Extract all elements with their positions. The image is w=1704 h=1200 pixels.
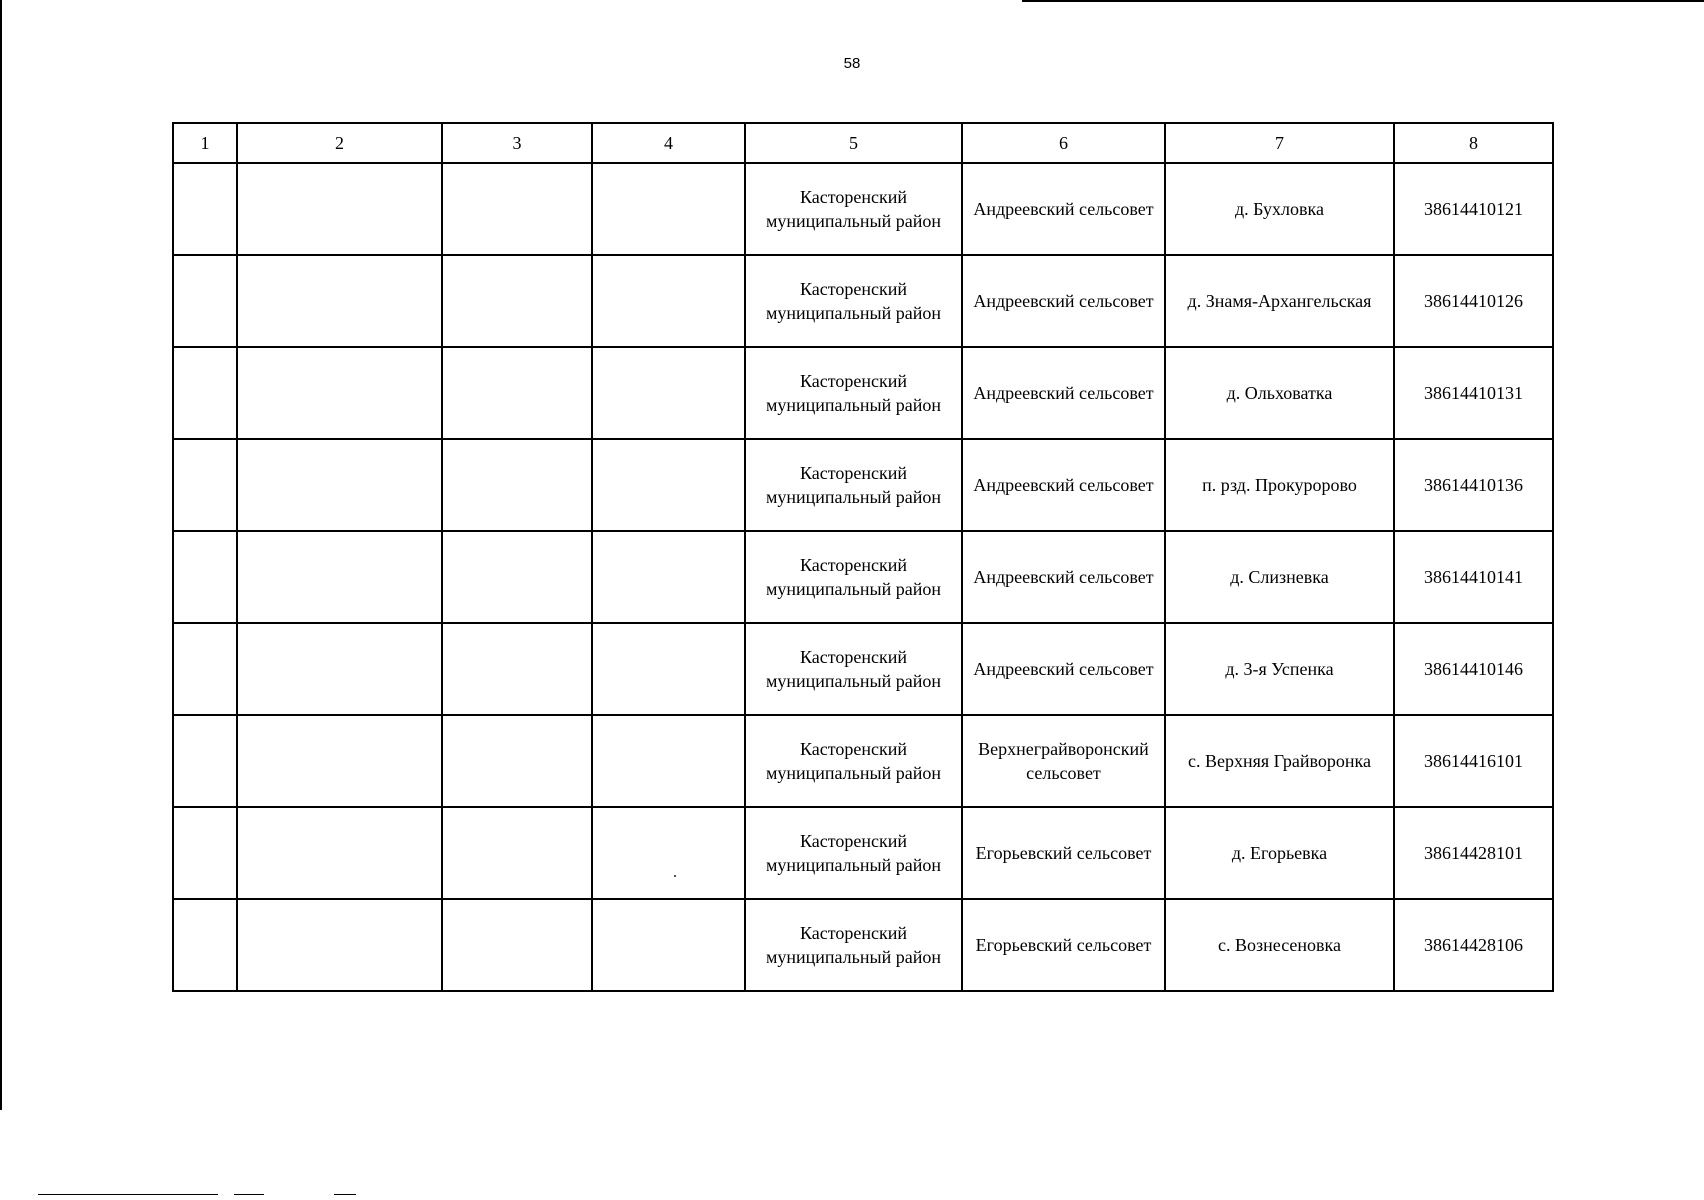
table-cell-col-6: Андреевский сельсовет <box>962 163 1165 255</box>
table-cell-col-5: Касторенский муниципальный район <box>745 899 962 991</box>
table-cell-col-8: 38614410141 <box>1394 531 1553 623</box>
table-cell-col-6: Андреевский сельсовет <box>962 531 1165 623</box>
table-row <box>173 439 1553 531</box>
table-cell-col-4 <box>592 163 745 255</box>
table-cell-col-7: с. Верхняя Грайворонка <box>1165 715 1394 807</box>
table-cell-col-6: Андреевский сельсовет <box>962 623 1165 715</box>
table-cell-col-4 <box>592 255 745 347</box>
table-cell-col-4 <box>592 347 745 439</box>
table-cell-col-6: Верхнеграйворонский сельсовет <box>962 715 1165 807</box>
scan-left-border <box>0 0 2 1110</box>
table-cell-col-6: Андреевский сельсовет <box>962 439 1165 531</box>
column-header: 4 <box>592 123 745 163</box>
table-cell-col-2 <box>237 715 442 807</box>
table-cell-col-4 <box>592 807 745 899</box>
table-row <box>173 163 1553 255</box>
table-row <box>173 807 1553 899</box>
table-cell-col-7: д. Бухловка <box>1165 163 1394 255</box>
table-cell-col-3 <box>442 807 592 899</box>
scan-artifact-line <box>38 1194 218 1195</box>
table-cell-col-2 <box>237 899 442 991</box>
table-cell-col-8: 38614428106 <box>1394 899 1553 991</box>
table-row <box>173 255 1553 347</box>
table-cell-col-8: 38614410146 <box>1394 623 1553 715</box>
table-cell-col-4 <box>592 439 745 531</box>
table-cell-col-7: д. Знамя-Архангельская <box>1165 255 1394 347</box>
table-cell-col-7: д. Егорьевка <box>1165 807 1394 899</box>
table-cell-col-1 <box>173 255 237 347</box>
table-cell-col-4 <box>592 623 745 715</box>
table-cell-col-1 <box>173 807 237 899</box>
column-header: 8 <box>1394 123 1553 163</box>
column-header: 5 <box>745 123 962 163</box>
table-body <box>173 163 1553 991</box>
table-cell-col-5: Касторенский муниципальный район <box>745 715 962 807</box>
table-cell-col-2 <box>237 255 442 347</box>
scan-top-border <box>1022 0 1704 2</box>
table-cell-col-2 <box>237 807 442 899</box>
table-cell-col-8: 38614410131 <box>1394 347 1553 439</box>
table-cell-col-5: Касторенский муниципальный район <box>745 163 962 255</box>
column-header: 7 <box>1165 123 1394 163</box>
table-cell-col-5: Касторенский муниципальный район <box>745 347 962 439</box>
table-cell-col-5: Касторенский муниципальный район <box>745 531 962 623</box>
table-cell-col-6: Андреевский сельсовет <box>962 347 1165 439</box>
column-header: 2 <box>237 123 442 163</box>
table-cell-col-5: Касторенский муниципальный район <box>745 439 962 531</box>
table-cell-col-7: д. 3-я Успенка <box>1165 623 1394 715</box>
table-cell-col-8: 38614410136 <box>1394 439 1553 531</box>
table-row <box>173 899 1553 991</box>
table-cell-col-4 <box>592 899 745 991</box>
column-header: 3 <box>442 123 592 163</box>
scan-artifact-dot <box>674 875 676 877</box>
table-cell-col-6: Андреевский сельсовет <box>962 255 1165 347</box>
table-header-row <box>173 123 1553 163</box>
table-row <box>173 715 1553 807</box>
table-cell-col-7: д. Ольховатка <box>1165 347 1394 439</box>
table-cell-col-2 <box>237 163 442 255</box>
table-cell-col-1 <box>173 715 237 807</box>
table-cell-col-7: с. Вознесеновка <box>1165 899 1394 991</box>
table-cell-col-3 <box>442 255 592 347</box>
scan-artifact-line <box>234 1194 264 1195</box>
table-row <box>173 623 1553 715</box>
table-cell-col-7: п. рзд. Прокуророво <box>1165 439 1394 531</box>
table-cell-col-3 <box>442 163 592 255</box>
table-cell-col-3 <box>442 623 592 715</box>
table-cell-col-3 <box>442 439 592 531</box>
table-cell-col-1 <box>173 531 237 623</box>
table-cell-col-3 <box>442 899 592 991</box>
table-cell-col-3 <box>442 531 592 623</box>
table-cell-col-1 <box>173 899 237 991</box>
table-cell-col-8: 38614428101 <box>1394 807 1553 899</box>
table-cell-col-4 <box>592 531 745 623</box>
table-cell-col-5: Касторенский муниципальный район <box>745 623 962 715</box>
table-cell-col-8: 38614410121 <box>1394 163 1553 255</box>
table-cell-col-3 <box>442 715 592 807</box>
column-header: 1 <box>173 123 237 163</box>
table-cell-col-1 <box>173 623 237 715</box>
table-cell-col-8: 38614410126 <box>1394 255 1553 347</box>
table-cell-col-1 <box>173 163 237 255</box>
table-cell-col-3 <box>442 347 592 439</box>
table-cell-col-6: Егорьевский сельсовет <box>962 807 1165 899</box>
table-cell-col-4 <box>592 715 745 807</box>
table-cell-col-2 <box>237 439 442 531</box>
table-cell-col-5: Касторенский муниципальный район <box>745 807 962 899</box>
table-cell-col-1 <box>173 439 237 531</box>
table-cell-col-5: Касторенский муниципальный район <box>745 255 962 347</box>
scan-artifact-line <box>334 1194 356 1195</box>
page-number: 58 <box>843 55 861 72</box>
settlements-table <box>172 122 1554 992</box>
table-cell-col-2 <box>237 531 442 623</box>
table-row <box>173 531 1553 623</box>
table-cell-col-2 <box>237 347 442 439</box>
table-cell-col-2 <box>237 623 442 715</box>
table-cell-col-6: Егорьевский сельсовет <box>962 899 1165 991</box>
column-header: 6 <box>962 123 1165 163</box>
table-cell-col-1 <box>173 347 237 439</box>
table-row <box>173 347 1553 439</box>
table-cell-col-7: д. Слизневка <box>1165 531 1394 623</box>
table-cell-col-8: 38614416101 <box>1394 715 1553 807</box>
